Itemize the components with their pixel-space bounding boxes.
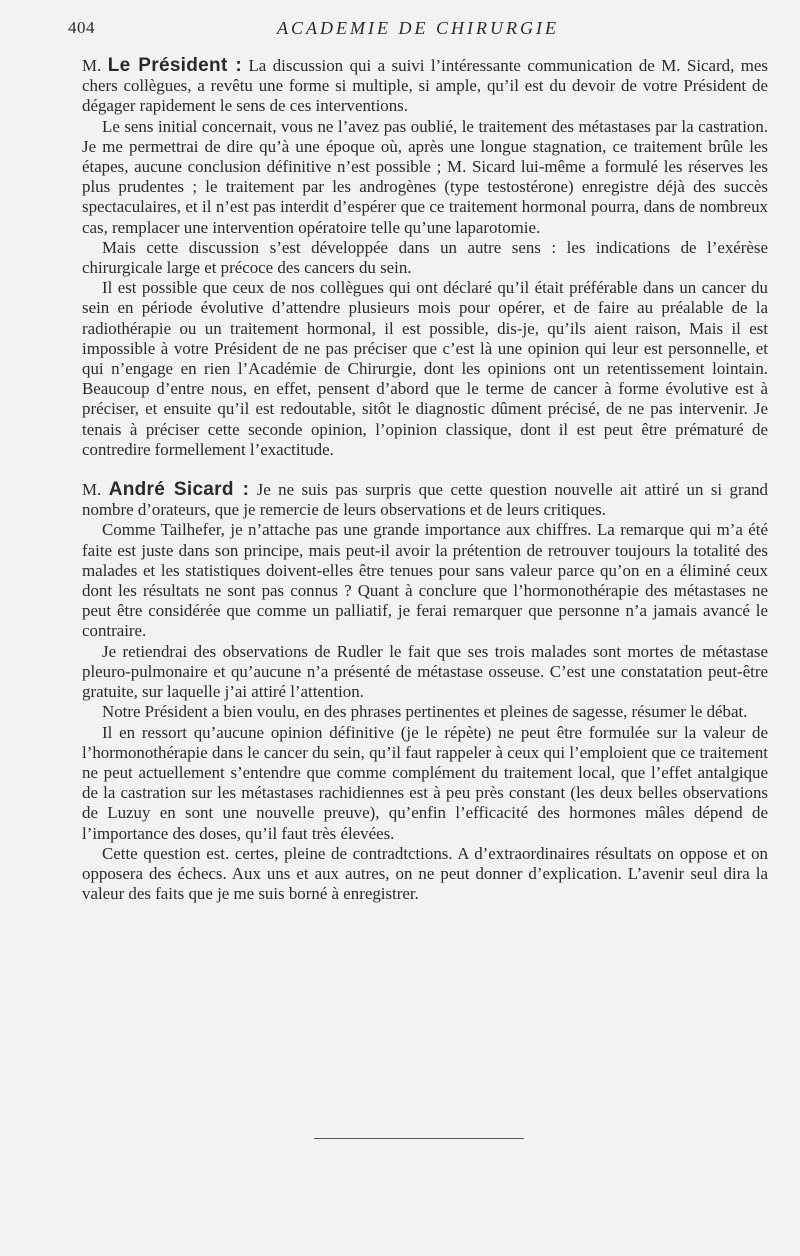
body-text <box>82 56 768 904</box>
speaker-prefix: M. <box>82 480 102 500</box>
paragraph: Notre Président a bien voulu, en des phrases pertinentes et pleines de sagesse, résumer le débat. <box>102 702 748 722</box>
president-intervention <box>82 56 768 460</box>
paragraph: Il en ressort qu’aucune opinion définitive (je le répète) ne peut être formulée sur la valeur de l’hormonothérapie dans le cancer du sein, qu’il faut rappeler à ceux qui l’emploient que ce traitement ne peut actuellement s’entendre que comme complément du traitement local, que l’effet antalgique de la castration sur les métastases rachidiennes est à peu près constant (les deux belles observations de Luzuy en sont une nouvelle preuve), qu’enfin l’efficacité des hormones mâles dépend de l’importance des doses, qu’il faut très élevées. <box>82 722 768 843</box>
paragraph-text: Je ne suis pas surpris que cette question nouvelle ait attiré un si grand nombre d’orateurs, que je remercie de leurs observations et de leurs critiques. <box>82 480 768 520</box>
sicard-response <box>82 480 768 904</box>
page-number: 404 <box>68 18 95 37</box>
paragraph: Cette question est. certes, pleine de contradtctions. A d’extraordinaires résultats on oppose et on opposera des échecs. Aux uns et aux autres, on ne peut donner d’explication. L’avenir seul dira la valeur des faits que je me suis borné à enregistrer. <box>82 843 768 904</box>
section-gap <box>82 460 768 480</box>
speaker-name: Le Président : <box>107 55 243 76</box>
paragraph-text: La discussion qui a suivi l’intéressante communication de M. Sicard, mes chers collègues, a revêtu une forme si multiple, si ample, qu’il est du devoir de votre Président de dégager rapidement le sens de ces interventions. <box>82 56 768 116</box>
running-title: ACADEMIE DE CHIRURGIE <box>277 18 559 38</box>
speaker-name: André Sicard : <box>108 479 250 501</box>
paragraph <box>82 480 768 520</box>
paragraph: Je retiendrai des observations de Rudler le fait que ses trois malades sont mortes de métastase pleuro-pulmonaire et qu’aucune n’a présenté de métastase osseuse. C’est une constatation peut-être gratuite, sur laquelle j’ai attiré l’attention. <box>82 641 768 702</box>
paragraph: Il est possible que ceux de nos collègues qui ont déclaré qu’il était préférable dans un cancer du sein en période évolutive d’attendre plusieurs mois pour opérer, et de faire au préalable de la radiothérapie ou un traitement hormonal, il est possible, dis-je, qu’ils aient raison, Mais il est impossible à votre Président de ne pas préciser que c’est là une opinion qui leur est personnelle, et qui n’engage en rien l’Académie de Chirurgie, dont les opinions ont un retentissement lointain. Beaucoup d’entre nous, en effet, pensent d’abord que le terme de cancer à forme évolutive est à préciser, et ensuite qu’il est redoutable, sitôt le diagnostic dûment précisé, de ne pas intervenir. Je tenais à préciser cette seconde opinion, l’opinion classique, dont il est peut être prématuré de contredire formellement l’exactitude. <box>82 278 768 459</box>
section-end-rule <box>314 1138 524 1139</box>
speaker-prefix: M. <box>82 56 102 75</box>
paragraph: Comme Tailhefer, je n’attache pas une grande importance aux chiffres. La remarque qui m’a été faite est juste dans son principe, mais peut-il avoir la prétention de retrouver toujours la totalité des malades et les statistiques doivent-elles être tenues pour sans valeur parce qu’on en a éliminé ceux dont les résultats ne sont pas connus ? Quant à conclure que l’hormonothérapie des métastases ne peut être considérée que comme un palliatif, je ferai remarquer que personne n’a jamais avancé le contraire. <box>82 520 768 641</box>
paragraph: Le sens initial concernait, vous ne l’avez pas oublié, le traitement des métastases par la castration. Je me permettrai de dire qu’à une époque où, après une longue stagnation, ce traitement brûle les étapes, aucune conclusion définitive n’est possible ; M. Sicard lui-même a formulé les réserves les plus prudentes ; le traitement par les androgènes (type testostérone) enregistre déjà des succès spectaculaires, et il n’est pas interdit d’espérer que ce traitement hormonal pourra, dans de nombreux cas, remplacer une intervention opératoire telle qu’une laparotomie. <box>82 116 768 237</box>
page-header <box>68 18 768 44</box>
paragraph: Mais cette discussion s’est développée dans un autre sens : les indications de l’exérèse chirurgicale large et précoce des cancers du sein. <box>82 237 768 278</box>
paragraph <box>82 56 768 117</box>
